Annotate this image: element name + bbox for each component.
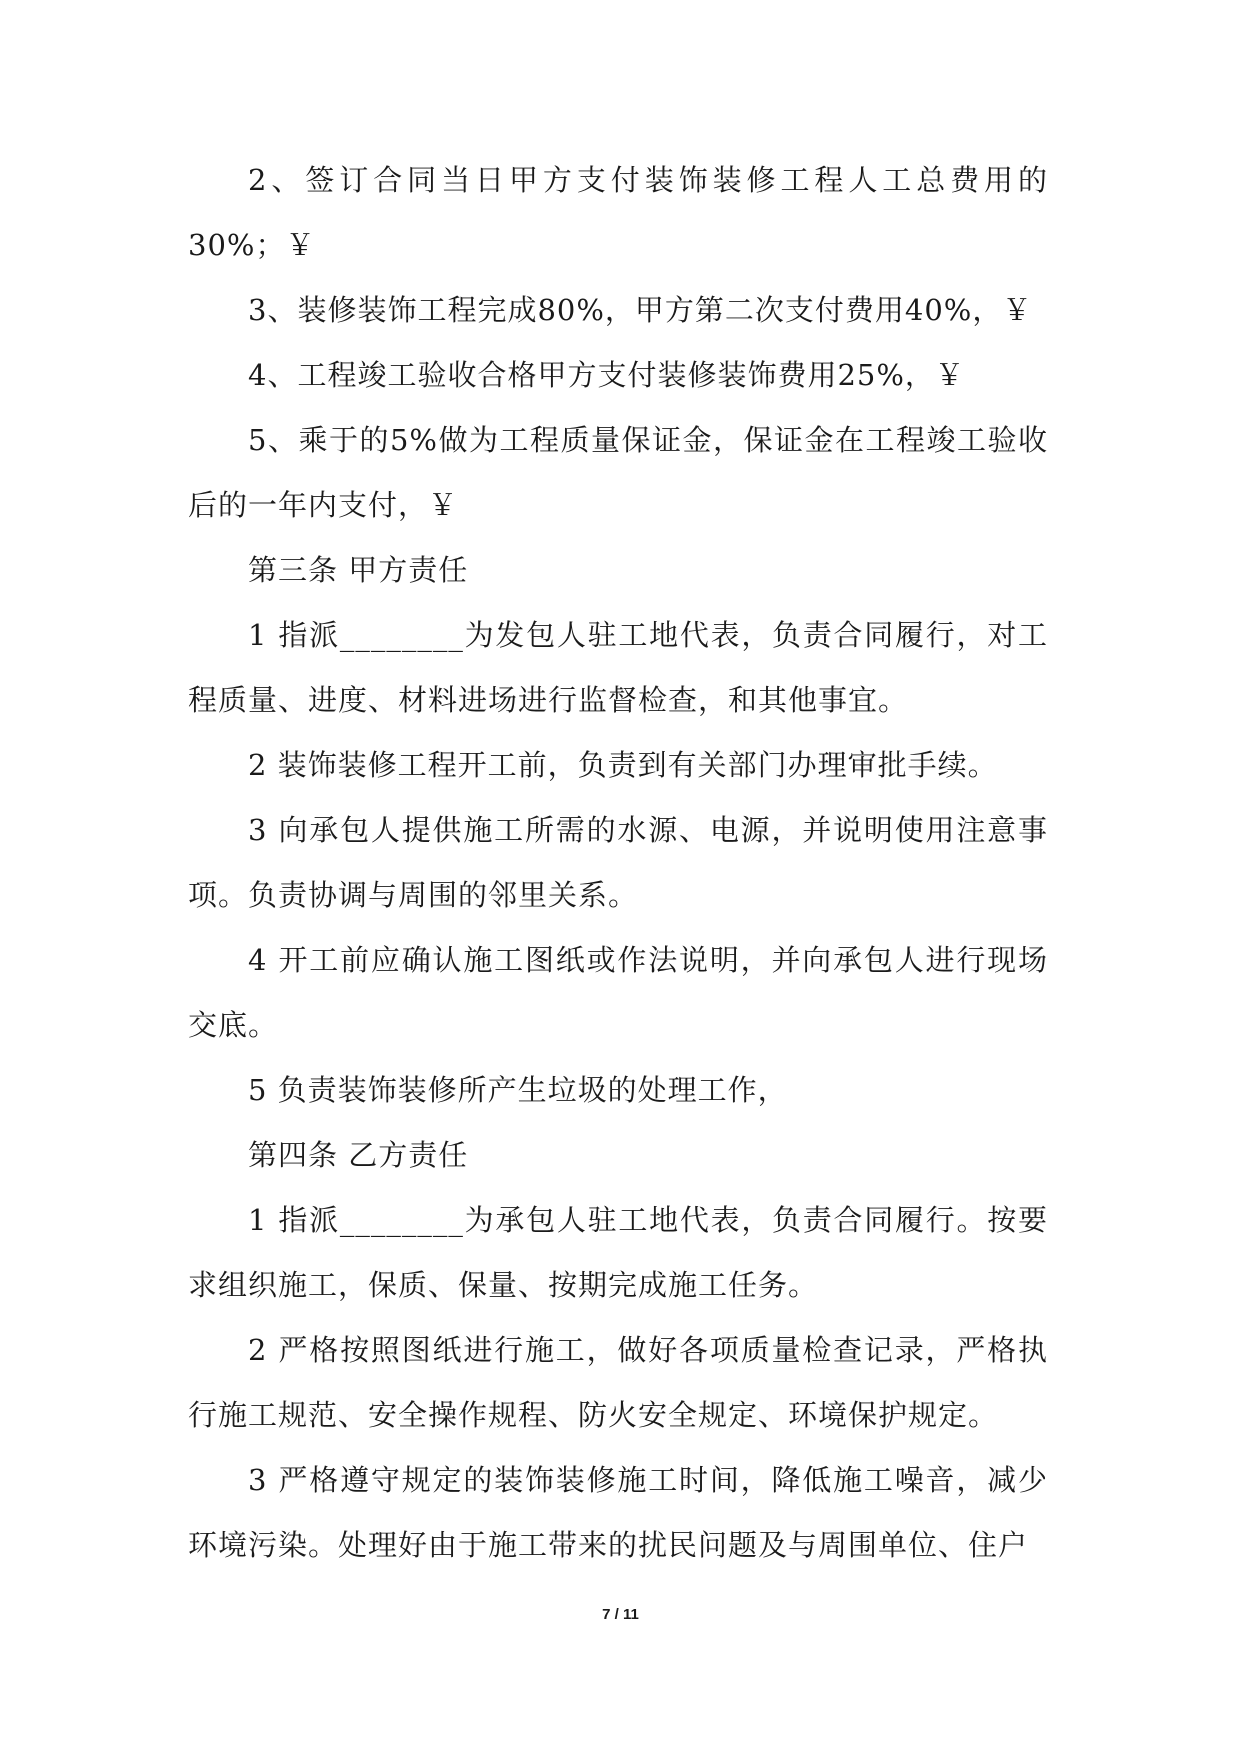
payment-clause-4: 4、工程竣工验收合格甲方支付装修装饰费用25%，￥: [248, 358, 965, 392]
page-number: 7 / 11: [602, 1606, 639, 1623]
party-a-duty-4: 4 开工前应确认施工图纸或作法说明，并向承包人进行现场交底。: [188, 943, 1048, 1042]
article-4-heading: 第四条 乙方责任: [248, 1138, 469, 1172]
document-body: [188, 148, 1048, 1578]
party-a-duty-2: 2 装饰装修工程开工前，负责到有关部门办理审批手续。: [248, 748, 998, 782]
party-a-duty-3: 3 向承包人提供施工所需的水源、电源，并说明使用注意事项。负责协调与周围的邻里关系。: [188, 813, 1048, 912]
payment-clause-2: 2、签订合同当日甲方支付装饰装修工程人工总费用的30%；￥: [188, 163, 1048, 262]
party-a-duty-5: 5 负责装饰装修所产生垃圾的处理工作，: [248, 1073, 788, 1107]
payment-clause-3: 3、装修装饰工程完成80%，甲方第二次支付费用40%，￥: [248, 293, 1033, 327]
payment-clause-5: 5、乘于的5%做为工程质量保证金，保证金在工程竣工验收后的一年内支付，￥: [188, 423, 1048, 522]
party-b-duty-3: 3 严格遵守规定的装饰装修施工时间，降低施工噪音，减少环境污染。处理好由于施工带来的扰民问题及与周围单位、住户: [188, 1463, 1048, 1562]
party-b-duty-1: 1 指派________为承包人驻工地代表，负责合同履行。按要求组织施工，保质、保量、按期完成施工任务。: [188, 1203, 1048, 1302]
party-b-duty-2: 2 严格按照图纸进行施工，做好各项质量检查记录，严格执行施工规范、安全操作规程、防火安全规定、环境保护规定。: [188, 1333, 1048, 1432]
party-a-duty-1: 1 指派________为发包人驻工地代表，负责合同履行，对工程质量、进度、材料进场进行监督检查，和其他事宜。: [188, 618, 1048, 717]
article-3-heading: 第三条 甲方责任: [248, 553, 469, 587]
